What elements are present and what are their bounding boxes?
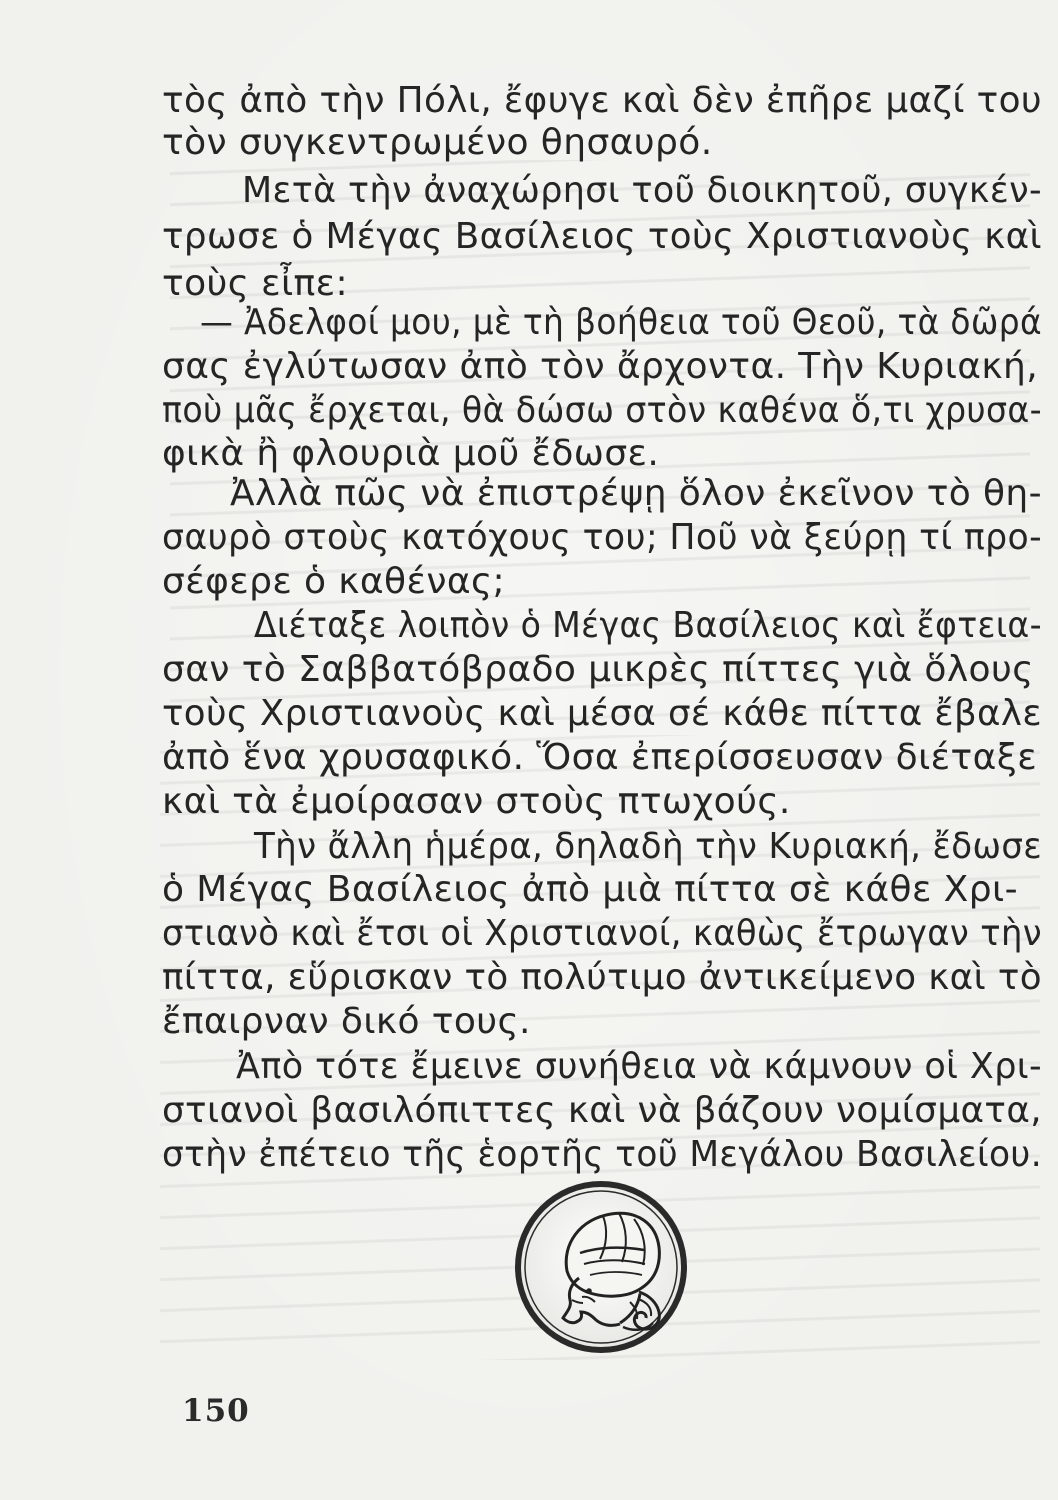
text-line-20: στιανὸ καὶ ἔτσι οἱ Χριστιανοί, καθὼς ἔτρωγαν τὴν [162, 913, 1043, 954]
text-line-17: καὶ τὰ ἐμοίρασαν στοὺς πτωχούς. [162, 781, 791, 822]
text-line-9: φικὰ ἢ φλουριὰ μοῦ ἔδωσε. [162, 433, 660, 474]
text-line-6: — Ἀδελφοί μου, μὲ τὴ βοήθεια τοῦ Θεοῦ, τὰ δῶρά [200, 302, 1042, 343]
coin-athena-icon [510, 1176, 692, 1358]
text-line-16: ἀπὸ ἕνα χρυσαφικό. Ὅσα ἐπερίσσευσαν διέταξε [162, 737, 1038, 778]
text-line-5: τοὺς εἶπε: [162, 263, 349, 304]
text-line-8: ποὺ μᾶς ἔρχεται, θὰ δώσω στὸν καθένα ὅ,τι χρυσα- [162, 390, 1043, 431]
text-line-25: στὴν ἐπέτειο τῆς ἑορτῆς τοῦ Μεγάλου Βασιλείου. [162, 1134, 1043, 1175]
text-line-3: Μετὰ τὴν ἀναχώρησι τοῦ διοικητοῦ, συγκέν- [242, 170, 1043, 211]
text-line-21: πίττα, εὕρισκαν τὸ πολύτιμο ἀντικείμενο καὶ τὸ [162, 957, 1043, 998]
text-line-12: σέφερε ὁ καθένας; [162, 561, 506, 602]
text-line-22: ἔπαιρναν δικό τους. [162, 1001, 531, 1042]
text-line-11: σαυρὸ στοὺς κατόχους του; Ποῦ νὰ ξεύρῃ τί προ- [162, 517, 1043, 558]
page-body-text [162, 80, 1043, 1175]
text-line-1: τὸς ἀπὸ τὴν Πόλι, ἔφυγε καὶ δὲν ἐπῆρε μαζί του [162, 80, 1043, 121]
text-line-23: Ἀπὸ τότε ἔμεινε συνήθεια νὰ κάμνουν οἱ Χρι- [236, 1046, 1043, 1087]
page-number: 150 [182, 1393, 250, 1429]
text-line-4: τρωσε ὁ Μέγας Βασίλειος τοὺς Χριστιανοὺς καὶ [162, 216, 1042, 257]
text-line-15: τοὺς Χριστιανοὺς καὶ μέσα σέ κάθε πίττα ἔβαλε [162, 693, 1042, 734]
text-line-19: ὁ Μέγας Βασίλειος ἀπὸ μιὰ πίττα σὲ κάθε Χρι- [162, 869, 1018, 910]
text-line-2: τὸν συγκεντρωμένο θησαυρό. [162, 122, 713, 163]
text-line-14: σαν τὸ Σαββατόβραδο μικρὲς πίττες γιὰ ὅλους [162, 649, 1034, 690]
text-line-7: σας ἐγλύτωσαν ἀπὸ τὸν ἄρχοντα. Τὴν Κυριακή, [162, 346, 1039, 387]
text-line-13: Διέταξε λοιπὸν ὁ Μέγας Βασίλειος καὶ ἔφτεια- [254, 605, 1043, 646]
text-line-18: Τὴν ἄλλη ἡμέρα, δηλαδὴ τὴν Κυριακή, ἔδωσε [254, 826, 1043, 867]
text-line-10: Ἀλλὰ πῶς νὰ ἐπιστρέψῃ ὅλον ἐκεῖνον τὸ θη- [230, 473, 1043, 514]
text-line-24: στιανοὶ βασιλόπιττες καὶ νὰ βάζουν νομίσματα, [162, 1090, 1043, 1131]
